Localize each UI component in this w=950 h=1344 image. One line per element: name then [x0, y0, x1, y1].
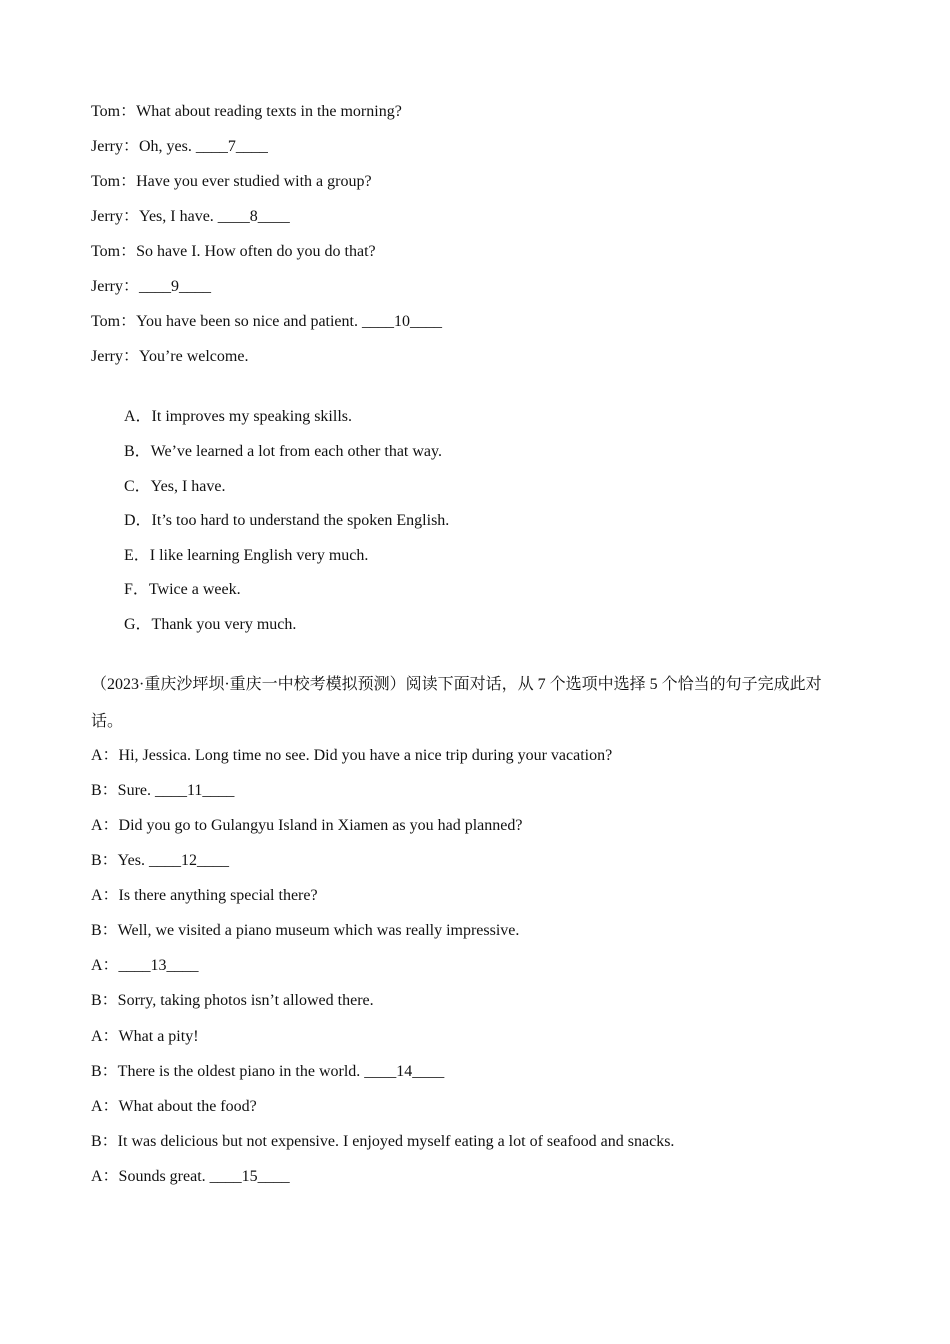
dialogue-line: A：Sounds great. ____15____	[91, 1168, 290, 1185]
dialogue-line: Jerry：Oh, yes. ____7____	[91, 138, 268, 155]
dialogue-line: Jerry：____9____	[91, 278, 211, 295]
dialogue-line: Jerry：Yes, I have. ____8____	[91, 208, 290, 225]
dialogue-line: A：What about the food?	[91, 1098, 257, 1115]
option-c: C．Yes, I have.	[124, 478, 226, 495]
dialogue-line: B：It was delicious but not expensive. I enjoyed myself eating a lot of seafood and snacks.	[91, 1133, 675, 1150]
dialogue-line: A：Is there anything special there?	[91, 887, 318, 904]
option-f: F．Twice a week.	[124, 581, 241, 598]
option-d: D．It’s too hard to understand the spoken English.	[124, 512, 450, 529]
section-intro-line1: （2023·重庆沙坪坝·重庆一中校考模拟预测）阅读下面对话，从 7 个选项中选择 5 个恰当的句子完成此对	[91, 676, 822, 693]
dialogue-line: Tom：You have been so nice and patient. ____10____	[91, 313, 442, 330]
option-g: G．Thank you very much.	[124, 616, 297, 633]
dialogue-line: B：Well, we visited a piano museum which was really impressive.	[91, 922, 520, 939]
option-a: A．It improves my speaking skills.	[124, 408, 352, 425]
dialogue-line: Tom：What about reading texts in the morning?	[91, 103, 402, 120]
dialogue-line: B：Yes. ____12____	[91, 852, 229, 869]
dialogue-line: A：Did you go to Gulangyu Island in Xiamen as you had planned?	[91, 817, 523, 834]
dialogue-line: A：Hi, Jessica. Long time no see. Did you have a nice trip during your vacation?	[91, 747, 613, 764]
section-intro-line2: 话。	[91, 713, 124, 730]
dialogue-line: Jerry：You’re welcome.	[91, 348, 249, 365]
dialogue-line: A：What a pity!	[91, 1028, 199, 1045]
dialogue-line: B：There is the oldest piano in the world. ____14____	[91, 1063, 445, 1080]
dialogue-line: A：____13____	[91, 957, 199, 974]
dialogue-line: B：Sure. ____11____	[91, 782, 235, 799]
option-e: E．I like learning English very much.	[124, 547, 369, 564]
dialogue-line: B：Sorry, taking photos isn’t allowed there.	[91, 992, 374, 1009]
dialogue-line: Tom：So have I. How often do you do that?	[91, 243, 376, 260]
dialogue-line: Tom：Have you ever studied with a group?	[91, 173, 372, 190]
option-b: B．We’ve learned a lot from each other that way.	[124, 443, 442, 460]
